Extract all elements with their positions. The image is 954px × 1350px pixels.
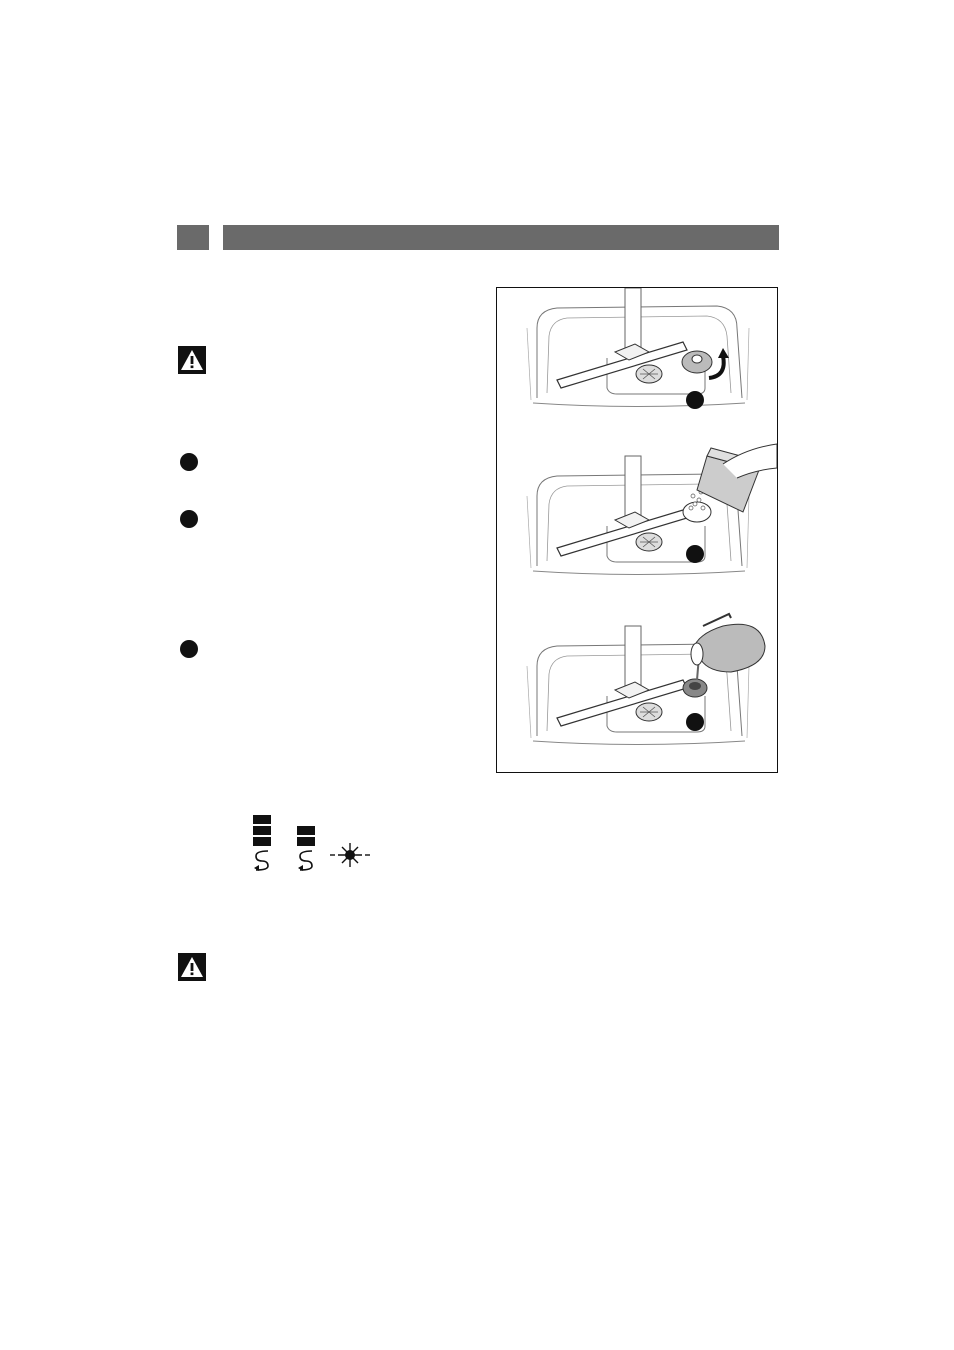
panel-pour-water <box>527 614 765 745</box>
header-bar <box>223 225 779 250</box>
one-bar-rinse-icon <box>294 813 318 873</box>
step-marker-2 <box>180 510 198 528</box>
panel-pour-salt <box>527 444 777 575</box>
step-marker-3 <box>180 640 198 658</box>
two-bars-rinse-icon <box>250 813 274 873</box>
warning-triangle-icon <box>178 346 206 374</box>
salt-sparkle-icon <box>330 842 370 868</box>
step-marker-1 <box>180 453 198 471</box>
figure-marker-1 <box>686 391 704 409</box>
figure-marker-3 <box>686 713 704 731</box>
header-square <box>177 225 209 250</box>
panel-remove-cap <box>527 288 749 409</box>
figure-marker-2 <box>686 545 704 563</box>
warning-triangle-icon <box>178 953 206 981</box>
salt-refill-illustration <box>496 287 778 773</box>
dishwasher-illustration <box>497 288 777 772</box>
